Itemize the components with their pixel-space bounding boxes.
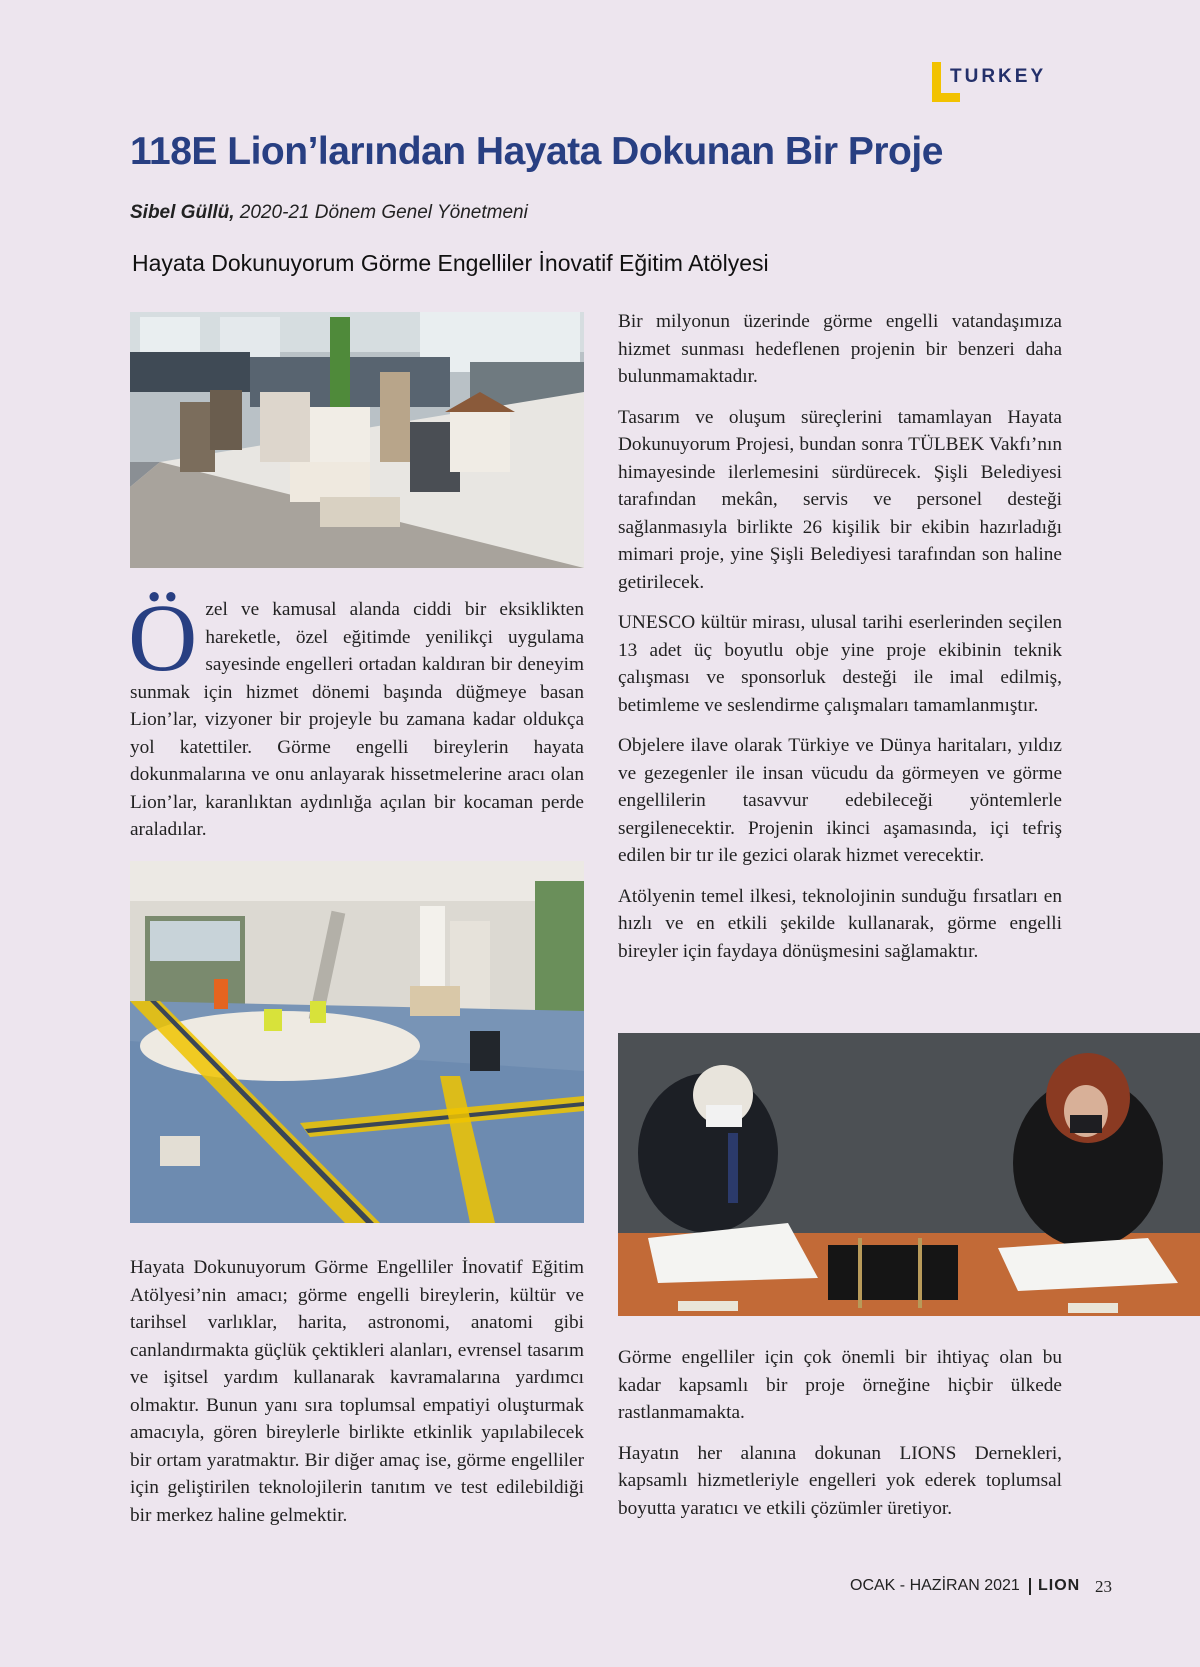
author-name: Sibel Güllü, — [130, 202, 235, 223]
badge-text: TURKEY — [950, 66, 1047, 87]
right-bottom-paragraph-2: Hayatın her alanına dokunan LIONS Dernekleri, kapsamlı hizmetleriyle engelleri yok ederek toplumsal boyutta yaratıcı ve etkili çözümler üretiyor. — [618, 1442, 1062, 1519]
page-number: 23 — [1095, 1577, 1112, 1596]
photo-exhibition-models-image — [130, 312, 584, 568]
footer-divider — [1029, 1578, 1031, 1595]
article-subtitle: Hayata Dokunuyorum Görme Engelliler İnovatif Eğitim Atölyesi — [132, 250, 769, 276]
turkey-badge — [932, 62, 1072, 102]
dropcap-letter: Ö — [128, 584, 198, 691]
byline — [130, 202, 528, 224]
right-paragraph-4: Objelere ilave olarak Türkiye ve Dünya haritaları, yıldız ve gezegenler ile insan vücudu da görmeyen ve görme engellilerin tasavvur edebileceği yöntemlerle sergilenecektir. Projenin ikinci aşamasında, içi tefriş edilen bir tır ile gezici olarak hizmet verecektir. — [618, 735, 1062, 866]
right-paragraph-3: UNESCO kültür mirası, ulusal tarihi eserlerinden seçilen 13 adet üç boyutlu obje yine proje ekibinin teknik çalışması ve sponsorluk desteği ile imal edilmiş, betimleme ve seslendirme çalışmaları tamamlanmıştır. — [618, 612, 1062, 716]
right-paragraph-2: Tasarım ve oluşum süreçlerini tamamlayan Hayata Dokunuyorum Projesi, bundan sonra TÜLBEK Vakfı’nın himayesinde ilerlemesini sürdürecek. Şişli Belediyesi tarafından mekân, servis ve personel desteği sağlanmasıyla birlikte 26 kişilik bir ekibin hazırladığı mimari proje, yine Şişli Belediyesi tarafından son haline getirilecek. — [618, 406, 1062, 593]
left-column-top — [128, 584, 584, 857]
right-column-top — [618, 308, 1062, 978]
right-paragraph-5: Atölyenin temel ilkesi, teknolojinin sunduğu fırsatları en hızlı ve en etkili şekilde kullanarak, görme engelli bireyler için faydaya dönüşmesini sağlamaktır. — [618, 885, 1062, 962]
article-title: 118E Lion’larından Hayata Dokunan Bir Proje — [130, 130, 943, 173]
purpose-paragraph: Hayata Dokunuyorum Görme Engelliler İnovatif Eğitim Atölyesi’nin amacı; görme engelli bireylerin, kültür ve tarihsel varlıklar, harita, astronomi, anatomi gibi canlandırmakta güçlük çektikleri alanları, evrensel tasarım ve işitsel yardım kullanarak kavramalarına yardımcı olmaktır. Bunun yanı sıra toplumsal empatiyi oluşturmak amacıyla, gören bireylerle birlikte etkinlik yapılabilecek bir ortam yaratmaktır. Bir diğer amaç ise, görme engelliler için geliştirilen teknolojilerin tanıtım ve test edilebildiği bir merkez haline gelmektir. — [130, 1257, 584, 1526]
footer-magazine: LION — [1038, 1577, 1081, 1594]
author-role: 2020-21 Dönem Genel Yönetmeni — [239, 202, 528, 223]
intro-text: zel ve kamusal alanda ciddi bir eksiklikten hareketle, özel eğitimde yenilikçi uygulama sayesinde engelleri ortadan kaldıran bir deneyim sunmak için hizmet dönemi başında düğmeye basan Lion’lar, vizyoner bir projeyle bu zamana kadar oldukça yol katettiler. Görme engelli bireylerin hayata dokunmalarına ve onu anlayarak hissetmelerine aracı olan Lion’lar, karanlıktan aydınlığa açılan bir kocaman perde araladılar. — [130, 599, 584, 840]
photo-signing-ceremony-image — [618, 1033, 1200, 1316]
photo-workshop-floor — [130, 861, 584, 1223]
intro-paragraph — [128, 584, 584, 844]
left-column-bottom — [130, 1254, 584, 1542]
right-column-bottom — [618, 1344, 1062, 1535]
photo-exhibition-models — [130, 312, 584, 568]
footer-issue: OCAK - HAZİRAN 2021 — [850, 1577, 1020, 1594]
right-bottom-paragraph-1: Görme engelliler için çok önemli bir ihtiyaç olan bu kadar kapsamlı bir proje örneğine hiçbir ülkede rastlanmamakta. — [618, 1347, 1062, 1423]
photo-signing-ceremony — [618, 1033, 1200, 1316]
photo-workshop-floor-image — [130, 861, 584, 1223]
right-paragraph-1: Bir milyonun üzerinde görme engelli vatandaşımıza hizmet sunması hedeflenen projenin bir benzeri daha bulunmamaktadır. — [618, 311, 1062, 387]
